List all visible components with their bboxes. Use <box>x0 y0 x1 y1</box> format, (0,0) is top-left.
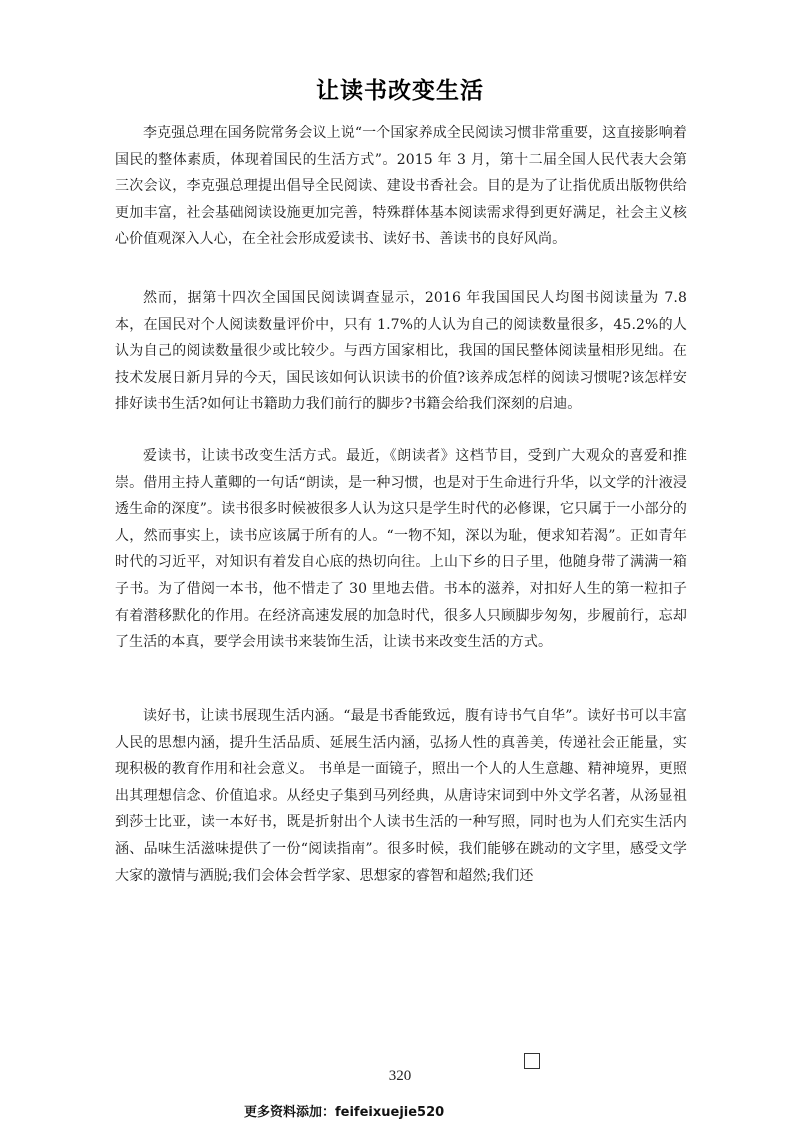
paragraph-1: 李克强总理在国务院常务会议上说“一个国家养成全民阅读习惯非常重要，这直接影响着国民的整体素质，体现着国民的生活方式”。2015 年 3 月，第十二届全国人民代表大会第三次会议，李克强总理提出倡导全民阅读、建设书香社会。目的是为了让指优质出版物供给更加丰富，社会基础阅读设施更加完善，特殊群体基本阅读需求得到更好满足，社会主义核心价值观深入人心，在全社会形成爱读书、读好书、善读书的良好风尚。 <box>115 125 687 248</box>
page-number: 320 <box>388 1068 412 1084</box>
paragraph-4: 读好书，让读书展现生活内涵。“最是书香能致远，腹有诗书气自华”。读好书可以丰富人民的思想内涵，提升生活品质、延展生活内涵，弘扬人性的真善美，传递社会正能量，实现积极的教育作用和社会意义。 书单是一面镜子，照出一个人的人生意趣、精神境界，更照出其理想信念、价值追求。从经史子集到马列经典，从唐诗宋词到中外文学名著，从汤显祖到莎士比亚，读一本好书，既是折射出个人读书生活的一种写照，同时也为人们充实生活内涵、品味生活滋味提供了一份“阅读指南”。很多时候，我们能够在跳动的文字里，感受文学大家的激情与洒脱;我们会体会哲学家、思想家的睿智和超然;我们还 <box>115 708 687 884</box>
checkbox-square <box>524 1053 540 1069</box>
paragraph-2: 然而，据第十四次全国国民阅读调查显示，2016 年我国国民人均图书阅读量为 7.8 本，在国民对个人阅读数量评价中，只有 1.7%的人认为自己的阅读数量很多，45.2%的人认为自己的阅读数量很少或比较少。与西方国家相比，我国的国民整体阅读量相形见绌。在技术发展日新月异的今天，国民该如何认识读书的价值?该养成怎样的阅读习惯呢?该怎样安排好读书生活?如何让书籍助力我们前行的脚步?书籍会给我们深刻的启迪。 <box>115 290 687 413</box>
footer-note: 更多资料添加：feifeixuejie520 <box>244 1105 445 1120</box>
page-title: 让读书改变生活 <box>316 78 484 104</box>
paragraph-3: 爱读书，让读书改变生活方式。最近，《朗读者》这档节目，受到广大观众的喜爱和推崇。借用主持人董卿的一句话“朗读，是一种习惯，也是对于生命进行升华，以文学的汁液浸透生命的深度”。读书很多时候被很多人认为这只是学生时代的必修课，它只属于一小部分的人，然而事实上，读书应该属于所有的人。“一物不知，深以为耻，便求知若渴”。正如青年时代的习近平，对知识有着发自心底的热切向往。上山下乡的日子里，他随身带了满满一箱子书。为了借阅一本书，他不惜走了 30 里地去借。书本的滋养，对扣好人生的第一粒扣子有着潜移默化的作用。在经济高速发展的加急时代，很多人只顾脚步匆匆，步履前行，忘却了生活的本真，要学会用读书来装饰生活，让读书来改变生活的方式。 <box>115 448 687 651</box>
